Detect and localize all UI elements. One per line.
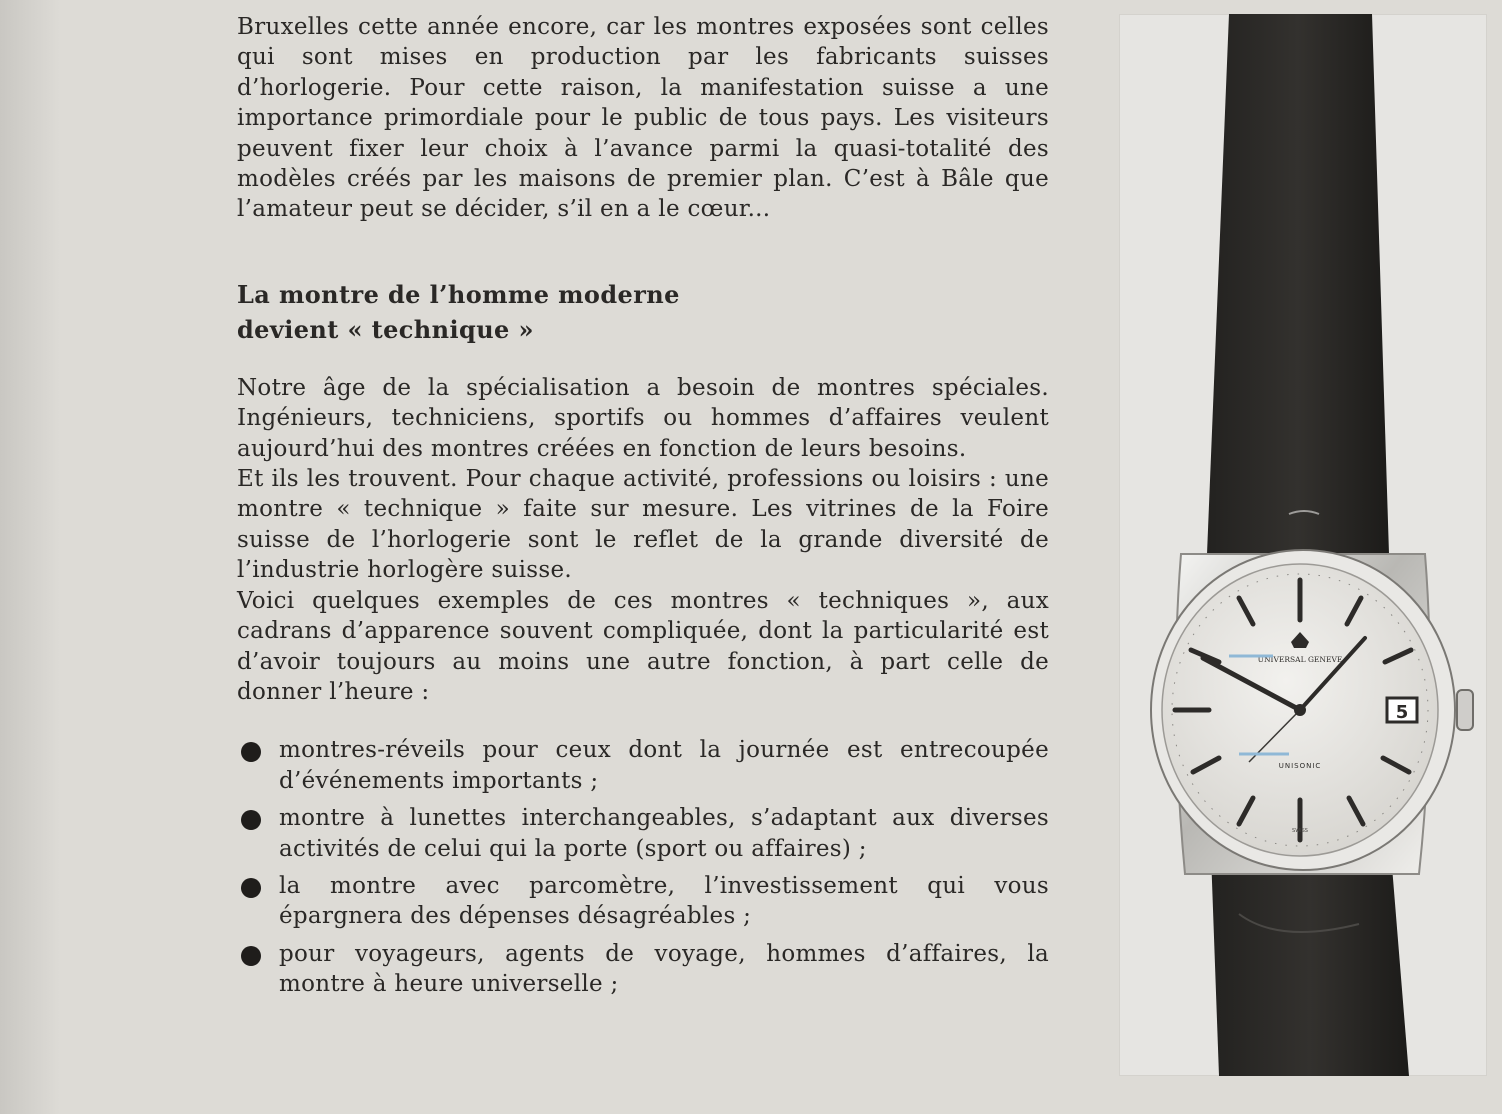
bullet-icon — [241, 878, 261, 898]
list-item-text: pour voyageurs, agents de voyage, hommes d’affaires, la montre à heure universelle ; — [279, 940, 1049, 998]
list-item — [237, 939, 1049, 1000]
intro-paragraph: Bruxelles cette année encore, car les montres exposées sont celles qui sont mises en production par les fabricants suisses d’horlogerie. Pour cette raison, la manifestation suisse a une importance primordiale pour le public de tous pays. Les visiteurs peuvent fixer leur choix à l’avance parmi la quasi-totalité des modèles créés par les maisons de premier plan. C’est à Bâle que l’amateur peut se décider, s’il en a le cœur... — [237, 14, 1049, 223]
bullet-icon — [241, 742, 261, 762]
dial-bottom-text: SWISS — [1292, 828, 1308, 834]
brand-name: UNIVERSAL GENEVE — [1257, 655, 1343, 664]
list-item — [237, 803, 1049, 864]
body-paragraph-3: Voici quelques exemples de ces montres « techniques », aux cadrans d’apparence souvent compliquée, dont la particularité est d’avoir toujours au moins une autre fonction, à part celle de donner l’heure : — [237, 587, 1049, 705]
body-paragraph-2: Et ils les trouvent. Pour chaque activité, professions ou loisirs : une montre « technique » faite sur mesure. Les vitrines de la Foire suisse de l’horlogerie sont le reflet de la grande diversité de l’industrie horlogère suisse. — [237, 466, 1049, 584]
list-item-text: montres-réveils pour ceux dont la journée est entrecoupée d’événements importants ; — [279, 737, 1049, 794]
page-gutter-shadow — [0, 0, 60, 1114]
list-item-text: la montre avec parcomètre, l’investissement qui vous épargnera des dépenses désagréables ; — [279, 872, 1049, 930]
list-item — [237, 735, 1049, 796]
body-paragraph-1: Notre âge de la spécialisation a besoin de montres spéciales. Ingénieurs, techniciens, sportifs ou hommes d’affaires veulent aujourd’hui des montres créées en fonction de leurs besoins. — [237, 374, 1049, 462]
section-heading-line-2: devient « technique » — [237, 314, 534, 344]
list-item-text: montre à lunettes interchangeables, s’adaptant aux diverses activités de celui qui la porte (sport ou affaires) ; — [279, 805, 1049, 862]
bullet-icon — [241, 946, 261, 966]
watch-photograph — [1119, 14, 1487, 1076]
bullet-icon — [241, 810, 261, 830]
hands-pivot — [1294, 704, 1306, 716]
strap-bottom — [1211, 854, 1409, 1076]
wristwatch-illustration — [1119, 14, 1487, 1076]
model-name: UNISONIC — [1278, 762, 1322, 770]
section-heading — [237, 277, 1049, 347]
strap-top — [1207, 14, 1389, 554]
list-item — [237, 871, 1049, 932]
technical-watch-list — [237, 735, 1049, 999]
article-text-column — [237, 12, 1049, 1007]
date-value: 5 — [1395, 702, 1409, 723]
crown-icon — [1457, 690, 1473, 730]
section-heading-line-1: La montre de l’homme moderne — [237, 279, 680, 309]
